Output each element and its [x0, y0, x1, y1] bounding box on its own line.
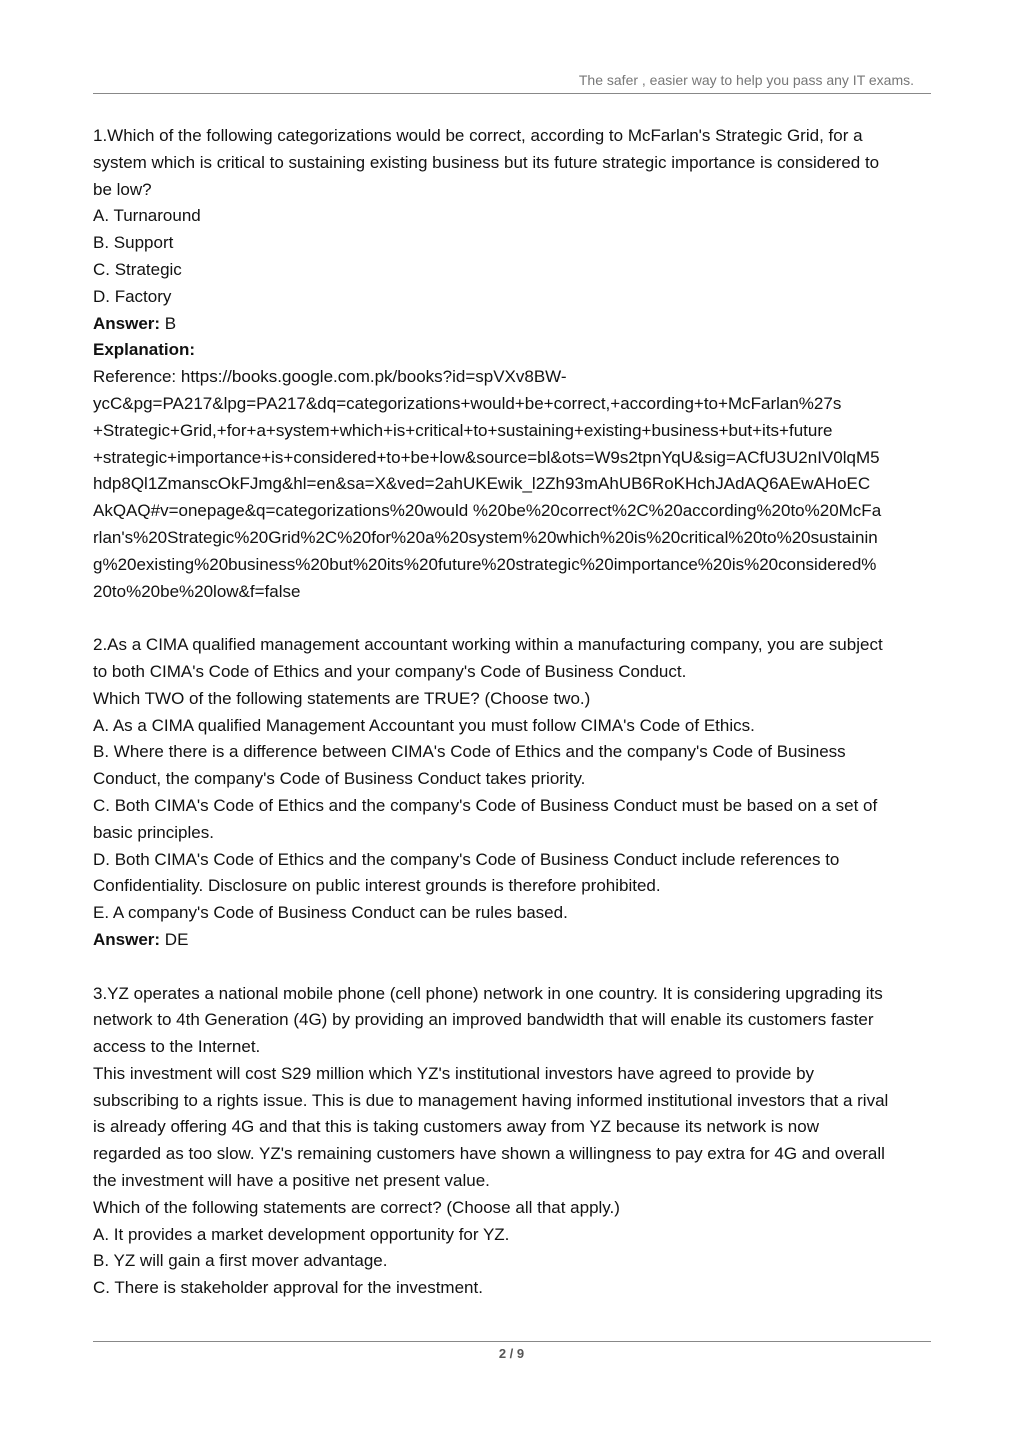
option-e: E. A company's Code of Business Conduct can be rules based.	[93, 903, 568, 923]
reference-line: rlan's%20Strategic%20Grid%2C%20for%20a%20system%20which%20is%20critical%20to%20sustainin	[93, 527, 878, 547]
question-text-line: to both CIMA's Code of Ethics and your company's Code of Business Conduct.	[93, 661, 687, 681]
answer-line	[93, 311, 931, 338]
question-text-line: 1.Which of the following categorizations would be correct, according to McFarlan's Strategic Grid, for a	[93, 126, 863, 145]
footer-divider	[93, 1341, 931, 1342]
option-c: C. Strategic	[93, 259, 182, 279]
reference-line: +Strategic+Grid,+for+a+system+which+is+critical+to+sustaining+existing+business+but+its+future	[93, 420, 833, 440]
reference-line: +strategic+importance+is+considered+to+be+low&source=bl&ots=W9s2tpnYqU&sig=ACfU3U2nIV0lqM5	[93, 447, 880, 467]
question-3	[93, 981, 931, 1303]
spacer	[93, 954, 931, 981]
answer-value: DE	[160, 929, 189, 949]
option-a: A. As a CIMA qualified Management Accountant you must follow CIMA's Code of Ethics.	[93, 715, 755, 735]
question-text-line: Which of the following statements are correct? (Choose all that apply.)	[93, 1197, 620, 1217]
reference-line: ycC&pg=PA217&lpg=PA217&dq=categorizations+would+be+correct,+according+to+McFarlan%27s	[93, 393, 842, 413]
answer-line	[93, 927, 931, 954]
header-tagline: The safer , easier way to help you pass any IT exams.	[578, 72, 914, 88]
answer-value: B	[160, 313, 177, 333]
page-content	[93, 123, 931, 1302]
reference-line: g%20existing%20business%20but%20its%20future%20strategic%20importance%20is%20considered%	[93, 554, 877, 574]
question-text-line: network to 4th Generation (4G) by providing an improved bandwidth that will enable its customers faster	[93, 1010, 874, 1030]
option-d: D. Factory	[93, 286, 172, 306]
header-divider	[93, 93, 931, 94]
option-a: A. It provides a market development opportunity for YZ.	[93, 1224, 510, 1244]
option-a: A. Turnaround	[93, 206, 201, 226]
option-c: C. Both CIMA's Code of Ethics and the company's Code of Business Conduct must be based on a set of	[93, 795, 878, 815]
option-c: C. There is stakeholder approval for the investment.	[93, 1278, 483, 1298]
question-text-line: system which is critical to sustaining existing business but its future strategic importance is considered to	[93, 152, 880, 172]
explanation-label: Explanation:	[93, 340, 196, 360]
page-number: 2 / 9	[498, 1346, 525, 1361]
reference-line: hdp8Ql1ZmanscOkFJmg&hl=en&sa=X&ved=2ahUKEwik_l2Zh93mAhUB6RoKHchJAdAQ6AEwAHoEC	[93, 474, 871, 494]
question-text-line: is already offering 4G and that this is taking customers away from YZ because its network is now	[93, 1117, 819, 1137]
question-2	[93, 632, 931, 954]
option-b: B. Support	[93, 233, 174, 253]
option-b-cont: Conduct, the company's Code of Business Conduct takes priority.	[93, 769, 586, 789]
reference-line: AkQAQ#v=onepage&q=categorizations%20would %20be%20correct%2C%20according%20to%20McFa	[93, 501, 882, 521]
question-text-line: access to the Internet.	[93, 1037, 261, 1057]
question-text-line: regarded as too slow. YZ's remaining customers have shown a willingness to pay extra for 4G and overall	[93, 1144, 885, 1164]
question-text-line: 3.YZ operates a national mobile phone (cell phone) network in one country. It is considering upgrading its	[93, 983, 883, 1003]
option-c-cont: basic principles.	[93, 822, 214, 842]
option-d: D. Both CIMA's Code of Ethics and the company's Code of Business Conduct include references to	[93, 849, 840, 869]
question-text-line: This investment will cost S29 million which YZ's institutional investors have agreed to provide by	[93, 1063, 815, 1083]
option-b: B. YZ will gain a first mover advantage.	[93, 1251, 388, 1271]
question-1	[93, 123, 931, 605]
reference-line: 20to%20be%20low&f=false	[93, 581, 301, 601]
question-text-line: the investment will have a positive net present value.	[93, 1171, 490, 1191]
reference-line: Reference: https://books.google.com.pk/books?id=spVXv8BW-	[93, 367, 567, 387]
question-text-line: 2.As a CIMA qualified management accountant working within a manufacturing company, you are subject	[93, 635, 883, 655]
spacer	[93, 605, 931, 632]
question-text-line: be low?	[93, 179, 152, 199]
option-d-cont: Confidentiality. Disclosure on public interest grounds is therefore prohibited.	[93, 876, 661, 896]
question-text-line: Which TWO of the following statements are TRUE? (Choose two.)	[93, 688, 591, 708]
answer-label: Answer:	[93, 929, 161, 949]
answer-label: Answer:	[93, 313, 161, 333]
option-b: B. Where there is a difference between CIMA's Code of Ethics and the company's Code of Business	[93, 742, 846, 762]
question-text-line: subscribing to a rights issue. This is due to management having informed institutional investors that a rival	[93, 1090, 889, 1110]
